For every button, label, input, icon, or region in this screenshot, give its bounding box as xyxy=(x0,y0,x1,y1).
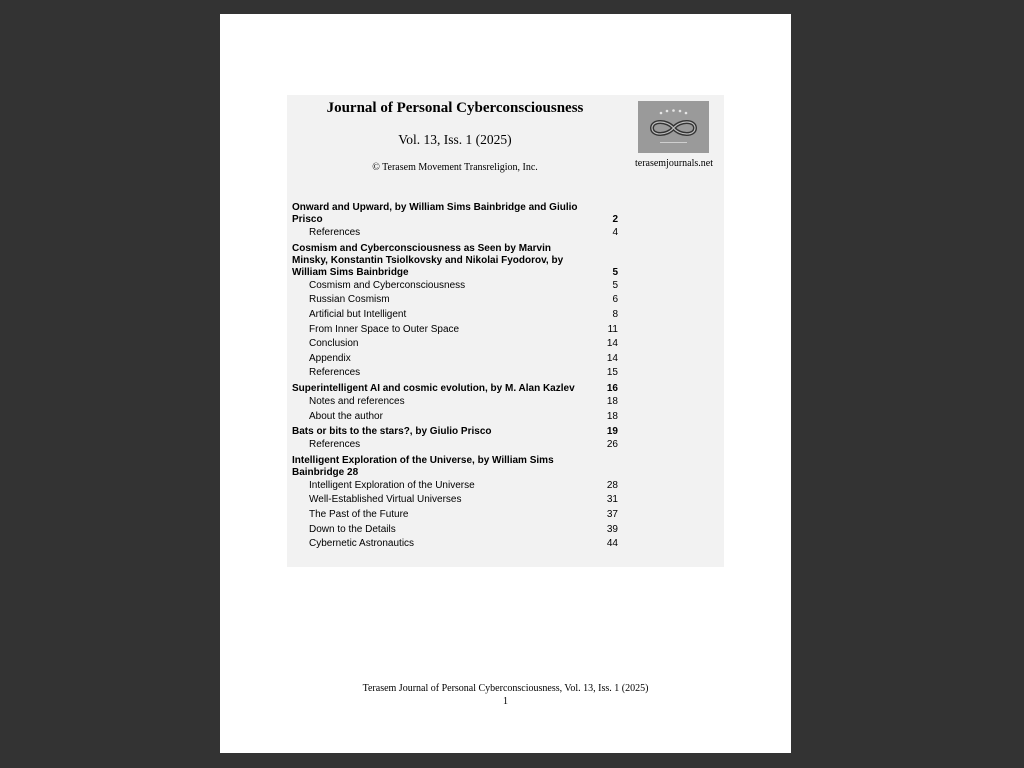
toc-subentry[interactable] xyxy=(292,322,618,337)
toc-entry-title: Cosmism and Cyberconsciousness as Seen by Marvin Minsky, Konstantin Tsiolkovsky and Nikolai Fyodorov, by William Sims Bainbridge xyxy=(292,242,564,278)
toc-subentry[interactable] xyxy=(292,352,618,367)
toc-subentry-page: 28 xyxy=(606,479,618,491)
toc-subentry[interactable] xyxy=(292,508,618,523)
journal-site: terasemjournals.net xyxy=(634,158,714,169)
toc-subentry-page: 18 xyxy=(606,396,618,408)
toc-subentry-page: 4 xyxy=(612,227,618,239)
toc-subentry-page: 14 xyxy=(606,352,618,364)
toc-entry[interactable] xyxy=(292,243,618,279)
toc-subentry-page: 37 xyxy=(606,509,618,521)
toc-entry-title: Bats or bits to the stars?, by Giulio Prisco xyxy=(292,425,492,437)
toc-subentry[interactable] xyxy=(292,409,618,424)
toc-subentry[interactable] xyxy=(292,479,618,494)
toc-subentry[interactable] xyxy=(292,293,618,308)
toc-subentry-title: Intelligent Exploration of the Universe xyxy=(309,479,475,491)
toc-entry[interactable] xyxy=(292,383,618,395)
journal-volume: Vol. 13, Iss. 1 (2025) xyxy=(398,132,512,147)
toc-subentry-title: Cosmism and Cyberconsciousness xyxy=(309,279,466,291)
toc-entry-title: Superintelligent AI and cosmic evolution, by M. Alan Kazlev xyxy=(292,382,575,394)
table-of-contents xyxy=(292,200,618,552)
toc-subentry-page: 39 xyxy=(606,523,618,535)
toc-subentry-page: 15 xyxy=(606,367,618,379)
toc-subentry-title: Russian Cosmism xyxy=(309,294,390,306)
toc-subentry[interactable] xyxy=(292,395,618,410)
journal-title: Journal of Personal Cyberconsciousness xyxy=(326,100,584,116)
toc-subentry-page: 5 xyxy=(612,279,618,291)
toc-subentry-page: 26 xyxy=(606,439,618,451)
toc-entry-page: 16 xyxy=(606,382,618,394)
toc-entry-page: 5 xyxy=(612,266,618,278)
toc-entry[interactable] xyxy=(292,455,618,479)
footer-citation: Terasem Journal of Personal Cyberconsciousness, Vol. 13, Iss. 1 (2025) xyxy=(362,683,649,694)
toc-subentry[interactable] xyxy=(292,537,618,552)
toc-subentry[interactable] xyxy=(292,522,618,537)
toc-subentry-title: Notes and references xyxy=(309,396,405,408)
page-footer xyxy=(220,682,791,708)
toc-subentry-title: References xyxy=(309,439,361,451)
toc-entry-title: Intelligent Exploration of the Universe, by William Sims Bainbridge 28 xyxy=(292,454,554,478)
toc-subentry-title: Conclusion xyxy=(309,338,359,350)
toc-subentry-title: Appendix xyxy=(309,352,351,364)
page-number: 1 xyxy=(503,696,508,707)
toc-subentry-page: 18 xyxy=(606,410,618,422)
toc-subentry-page: 44 xyxy=(606,538,618,550)
toc-subentry-title: Artificial but Intelligent xyxy=(309,309,407,321)
toc-subentry-title: Down to the Details xyxy=(309,523,396,535)
toc-subentry-title: About the author xyxy=(309,410,383,422)
toc-entry-title: Onward and Upward, by William Sims Bainbridge and Giulio Prisco xyxy=(292,202,578,225)
journal-copyright: © Terasem Movement Transreligion, Inc. xyxy=(372,162,538,173)
toc-subentry-page: 11 xyxy=(607,323,618,335)
toc-subentry-title: References xyxy=(309,227,361,239)
toc-subentry[interactable] xyxy=(292,493,618,508)
toc-subentry-title: The Past of the Future xyxy=(309,509,409,521)
toc-subentry-title: Cybernetic Astronautics xyxy=(309,538,415,550)
toc-subentry-page: 6 xyxy=(612,294,618,306)
toc-subentry[interactable] xyxy=(292,279,618,294)
document-page xyxy=(220,14,791,753)
infinity-logo-icon xyxy=(638,101,709,153)
toc-entry[interactable] xyxy=(292,426,618,438)
toc-subentry-title: References xyxy=(309,367,361,379)
toc-subentry[interactable] xyxy=(292,226,618,241)
toc-entry[interactable] xyxy=(292,202,618,226)
toc-entry-page: 2 xyxy=(612,214,618,225)
toc-subentry-page: 14 xyxy=(606,338,618,350)
toc-subentry-title: Well-Established Virtual Universes xyxy=(309,494,462,506)
toc-entry-page: 19 xyxy=(606,425,618,437)
toc-subentry[interactable] xyxy=(292,337,618,352)
toc-subentry-title: From Inner Space to Outer Space xyxy=(309,323,460,335)
toc-subentry[interactable] xyxy=(292,366,618,381)
toc-subentry-page: 31 xyxy=(606,494,618,506)
toc-subentry[interactable] xyxy=(292,308,618,323)
toc-subentry[interactable] xyxy=(292,438,618,453)
toc-subentry-page: 8 xyxy=(612,309,618,321)
